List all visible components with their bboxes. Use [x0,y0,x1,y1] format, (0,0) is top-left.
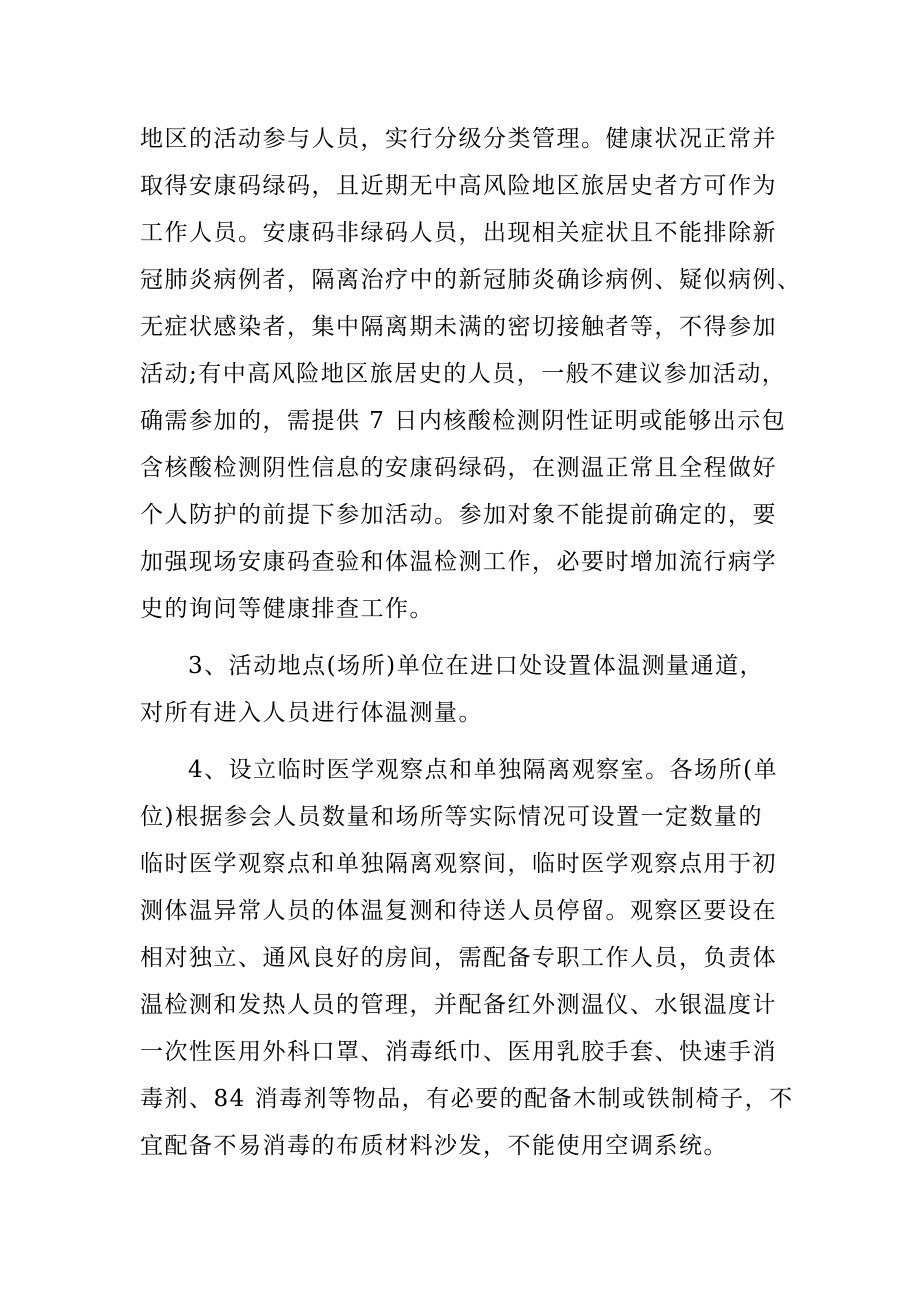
text-line: 一次性医用外科口罩、消毒纸巾、医用乳胶手套、快速手消 [140,1039,777,1065]
text-line: 测体温异常人员的体温复测和待送人员停留。观察区要设在 [140,898,777,924]
text-line: 活动;有中高风险地区旅居史的人员，一般不建议参加活动， [140,361,787,387]
text-line: 含核酸检测阴性信息的安康码绿码，在测温正常且全程做好 [140,455,777,481]
text-line: 相对独立、通风良好的房间，需配备专职工作人员，负责体 [140,945,777,971]
text-line: 史的询问等健康排查工作。 [140,596,434,622]
text-line: 确需参加的，需提供 7 日内核酸检测阴性证明或能够出示包 [140,408,787,434]
text-line: 个人防护的前提下参加活动。参加对象不能提前确定的，要 [140,502,777,528]
text-line: 加强现场安康码查验和体温检测工作，必要时增加流行病学 [140,549,777,575]
text-line: 取得安康码绿码，且近期无中高风险地区旅居史者方可作为 [140,173,777,199]
text-line: 位)根据参会人员数量和场所等实际情况可设置一定数量的 [140,804,763,830]
text-line: 宜配备不易消毒的布质材料沙发，不能使用空调系统。 [140,1133,728,1159]
text-line: 地区的活动参与人员，实行分级分类管理。健康状况正常并 [140,126,777,152]
text-line: 工作人员。安康码非绿码人员，出现相关症状且不能排除新 [140,220,777,246]
text-line: 无症状感染者，集中隔离期未满的密切接触者等，不得参加 [140,314,777,340]
text-line: 冠肺炎病例者，隔离治疗中的新冠肺炎确诊病例、疑似病例、 [140,267,802,293]
paragraph-4-first-line: 4、设立临时医学观察点和单独隔离观察室。各场所(单 [188,757,779,783]
text-line: 对所有进入人员进行体温测量。 [140,700,483,726]
text-line: 温检测和发热人员的管理，并配备红外测温仪、水银温度计 [140,992,777,1018]
text-line: 临时医学观察点和单独隔离观察间，临时医学观察点用于初 [140,851,777,877]
text-line: 毒剂、84 消毒剂等物品，有必要的配备木制或铁制椅子，不 [140,1086,794,1112]
paragraph-3-first-line: 3、活动地点(场所)单位在进口处设置体温测量通道， [188,653,765,679]
